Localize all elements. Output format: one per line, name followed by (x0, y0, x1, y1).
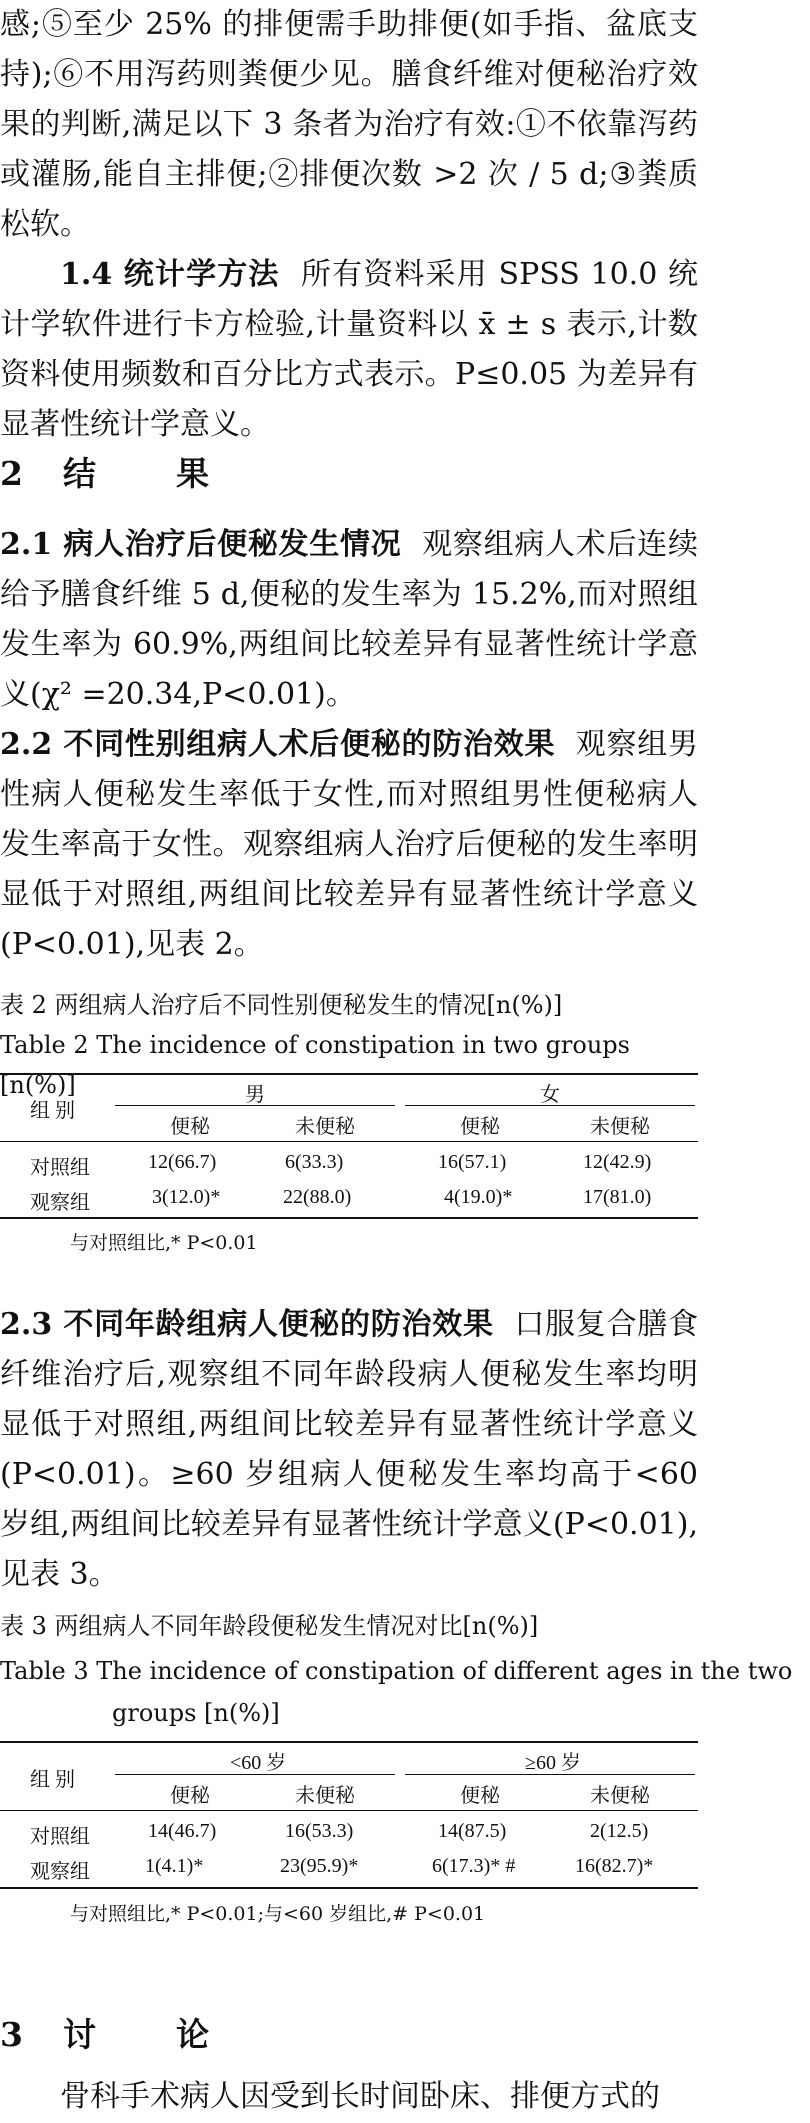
table-3-cell: 16(53.3) (285, 1820, 354, 1842)
section-2-1 (0, 520, 698, 720)
table-2-caption-cn: 表 2 两组病人治疗后不同性别便秘发生的情况[n(%)] (0, 991, 563, 1019)
table-2-subrule-female (405, 1105, 695, 1106)
table-3-subheader-4: 未便秘 (590, 1785, 650, 1807)
table-3-cell: 16(82.7)* (575, 1855, 654, 1877)
table-3-cell: 6(17.3)* # (432, 1855, 516, 1877)
heading-results-char-2: 果 (175, 454, 209, 493)
table-3-cell: 1(4.1)* (145, 1855, 204, 1877)
section-2-1-title: 2.1 病人治疗后便秘发生情况 (0, 527, 402, 562)
table-3-subrule-under-60 (115, 1774, 395, 1775)
table-2-top-rule (0, 1073, 698, 1075)
table-3-note: 与对照组比,* P<0.01;与<60 岁组比,# P<0.01 (70, 1903, 486, 1925)
section-2-3-title: 2.3 不同年龄组病人便秘的防治效果 (0, 1307, 494, 1342)
section-2-3-body: 口服复合膳食纤维治疗后,观察组不同年龄段病人便秘发生率均明显低于对照组,两组间比较差异有显著性统计学意义(P<0.01)。≥60 岁组病人便秘发生率均高于<60 岁组,两组间比较差异有显著性统计学意义(P<0.01),见表 3。 (0, 1307, 699, 1592)
table-2-subheader-2: 未便秘 (295, 1116, 355, 1138)
table-2-cell: 4(19.0)* (444, 1186, 513, 1208)
table-2-row-label: 对照组 (30, 1157, 90, 1179)
table-3-group-header: 组 别 (30, 1769, 75, 1791)
heading-discussion (0, 2009, 209, 2056)
table-3-caption-en: Table 3 The incidence of constipation of different ages in the two groups [n(%)] (0, 1657, 793, 1727)
table-2-cell: 12(42.9) (583, 1151, 652, 1173)
section-2-2-title: 2.2 不同性别组病人术后便秘的防治效果 (0, 727, 556, 762)
table-3-bottom-rule (0, 1887, 698, 1889)
heading-results-number: 2 (0, 454, 23, 493)
heading-results-char-1: 结 (62, 454, 96, 493)
table-3-top-rule (0, 1741, 698, 1743)
table-3-subheader-3: 便秘 (460, 1785, 500, 1807)
table-3-caption-cn: 表 3 两组病人不同年龄段便秘发生情况对比[n(%)] (0, 1612, 539, 1640)
table-2-cell: 17(81.0) (583, 1186, 652, 1208)
table-2-col-group-male: 男 (245, 1084, 265, 1106)
paragraph-discussion-start: 骨科手术病人因受到长时间卧床、排便方式的 (60, 2079, 660, 2114)
table-2-row-label: 观察组 (30, 1192, 90, 1214)
table-3-col-group-under-60: <60 岁 (230, 1752, 287, 1774)
table-3-cell: 23(95.9)* (280, 1855, 359, 1877)
heading-discussion-char-1: 讨 (62, 2015, 96, 2054)
table-2-cell: 6(33.3) (285, 1151, 344, 1173)
table-2-mid-rule (0, 1141, 698, 1142)
table-2-subheader-3: 便秘 (460, 1116, 500, 1138)
table-3-cell: 2(12.5) (590, 1820, 649, 1842)
table-3-subheader-2: 未便秘 (295, 1785, 355, 1807)
section-1-4-title: 1.4 统计学方法 (60, 257, 280, 292)
heading-discussion-number: 3 (0, 2015, 23, 2054)
table-3-subheader-1: 便秘 (170, 1785, 210, 1807)
table-3-row-label: 对照组 (30, 1826, 90, 1848)
table-2-col-group-female: 女 (540, 1084, 560, 1106)
section-2-1-body: 观察组病人术后连续给予膳食纤维 5 d,便秘的发生率为 15.2%,而对照组发生率为 60.9%,两组间比较差异有显著性统计学意义(χ² =20.34,P<0.01)。 (0, 527, 699, 712)
table-2-note: 与对照组比,* P<0.01 (70, 1232, 258, 1254)
table-2-cell: 22(88.0) (283, 1186, 352, 1208)
table-2-caption-en: Table 2 The incidence of constipation in two groups [n(%)] (0, 1031, 630, 1099)
heading-results (0, 448, 209, 495)
table-3-row-label: 观察组 (30, 1861, 90, 1883)
table-2-subheader-1: 便秘 (170, 1116, 210, 1138)
table-2-subrule-male (115, 1105, 395, 1106)
table-2-group-header: 组 别 (30, 1100, 75, 1122)
paragraph-criteria: 感;⑤至少 25% 的排便需手助排便(如手指、盆底支持);⑥不用泻药则粪便少见。膳食纤维对便秘治疗效果的判断,满足以下 3 条者为治疗有效:①不依靠泻药或灌肠,能自主排便;②排便次数 >2 次 / 5 d;③粪质松软。 (0, 7, 698, 242)
heading-discussion-char-2: 论 (175, 2015, 209, 2054)
table-2-subheader-4: 未便秘 (590, 1116, 650, 1138)
section-2-2 (0, 720, 698, 970)
table-3-subrule-60-plus (405, 1774, 695, 1775)
section-1-4-body: 所有资料采用 SPSS 10.0 统计学软件进行卡方检验,计量资料以 x̄ ± s 表示,计数资料使用频数和百分比方式表示。P≤0.05 为差异有显著性统计学意义。 (0, 257, 698, 442)
table-3-col-group-60-plus: ≥60 岁 (525, 1752, 581, 1774)
section-1-4 (0, 250, 698, 450)
table-3-cell: 14(87.5) (438, 1820, 507, 1842)
table-2-cell: 12(66.7) (148, 1151, 217, 1173)
table-2-cell: 16(57.1) (438, 1151, 507, 1173)
section-2-3 (0, 1300, 698, 1600)
table-2-cell: 3(12.0)* (152, 1186, 221, 1208)
table-3-cell: 14(46.7) (148, 1820, 217, 1842)
table-3-mid-rule (0, 1810, 698, 1811)
section-2-2-body: 观察组男性病人便秘发生率低于女性,而对照组男性便秘病人发生率高于女性。观察组病人治疗后便秘的发生率明显低于对照组,两组间比较差异有显著性统计学意义(P<0.01),见表 2。 (0, 727, 699, 962)
table-2-bottom-rule (0, 1217, 698, 1219)
